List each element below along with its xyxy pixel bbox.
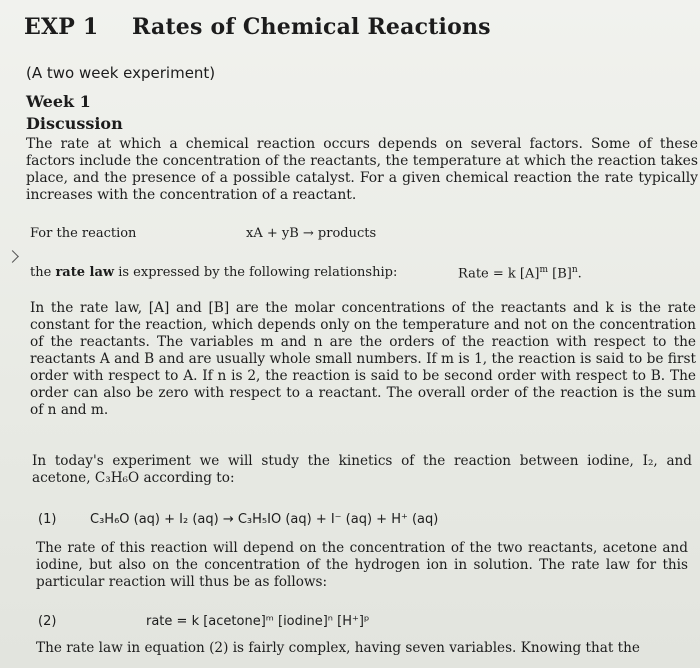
- week-heading: Week 1: [26, 92, 91, 111]
- rate-depend-paragraph: The rate of this reaction will depend on the concentration of the two reactants, acetone and iodine, but also on the concentration of the hydrogen ion in solution. The rate law for this particular reaction will thus be as follows:: [36, 540, 688, 590]
- rate-law-end: .: [577, 266, 582, 282]
- final-line: The rate law in equation (2) is fairly complex, having seven variables. Knowing that the: [36, 640, 640, 656]
- general-reaction: xA + yB → products: [246, 226, 377, 241]
- checkmark-icon: [6, 250, 19, 263]
- rate-law-paragraph: In the rate law, [A] and [B] are the molar concentrations of the reactants and k is the rate constant for the reaction, which depends only on the temperature and not on the concentration of the reactants. The variables m and n are the orders of the reaction with respect to the reactants A and B and are usually whole small numbers. If m is 1, the reaction is said to be first order with respect to A. If n is 2, the reaction is said to be second order with respect to B. The order can also be zero with respect to a reactant. The overall order of the reaction is the sum of n and m.: [30, 300, 696, 418]
- rate-law-lead: the: [30, 265, 56, 280]
- experiment-number: EXP 1: [24, 14, 99, 40]
- today-paragraph: In today's experiment we will study the kinetics of the reaction between iodine, I₂, and acetone, C₃H₆O according to:: [32, 453, 692, 486]
- rate-law-m: m: [539, 265, 548, 275]
- page-title: [24, 14, 491, 40]
- rate-law-term: rate law: [55, 265, 115, 280]
- for-reaction-label: For the reaction: [30, 226, 137, 241]
- subtitle: (A two week experiment): [26, 64, 216, 82]
- eq2-label: (2): [38, 614, 57, 629]
- experiment-title: Rates of Chemical Reactions: [132, 14, 491, 40]
- rate-law-n: n: [571, 265, 578, 275]
- equation-1: C₃H₆O (aq) + I₂ (aq) → C₃H₅IO (aq) + I⁻ (aq) + H⁺ (aq): [90, 512, 439, 527]
- rate-law-equation: [458, 265, 582, 281]
- intro-paragraph: The rate at which a chemical reaction occurs depends on several factors. Some of these factors include the concentration of the reactants, the temperature at which the reaction takes place, and the presence of a possible catalyst. For a given chemical reaction the rate typically increases with the concentration of a reactant.: [26, 136, 698, 203]
- rate-law-eq-text: Rate = k [A]: [458, 266, 540, 282]
- eq1-label: (1): [38, 512, 57, 527]
- rate-law-b: [B]: [548, 266, 572, 282]
- rate-law-rest: is expressed by the following relationship:: [114, 265, 398, 280]
- discussion-heading: Discussion: [26, 114, 123, 133]
- equation-2: rate = k [acetone]ᵐ [iodine]ⁿ [H⁺]ᵖ: [146, 614, 370, 629]
- rate-law-sentence: [30, 265, 397, 280]
